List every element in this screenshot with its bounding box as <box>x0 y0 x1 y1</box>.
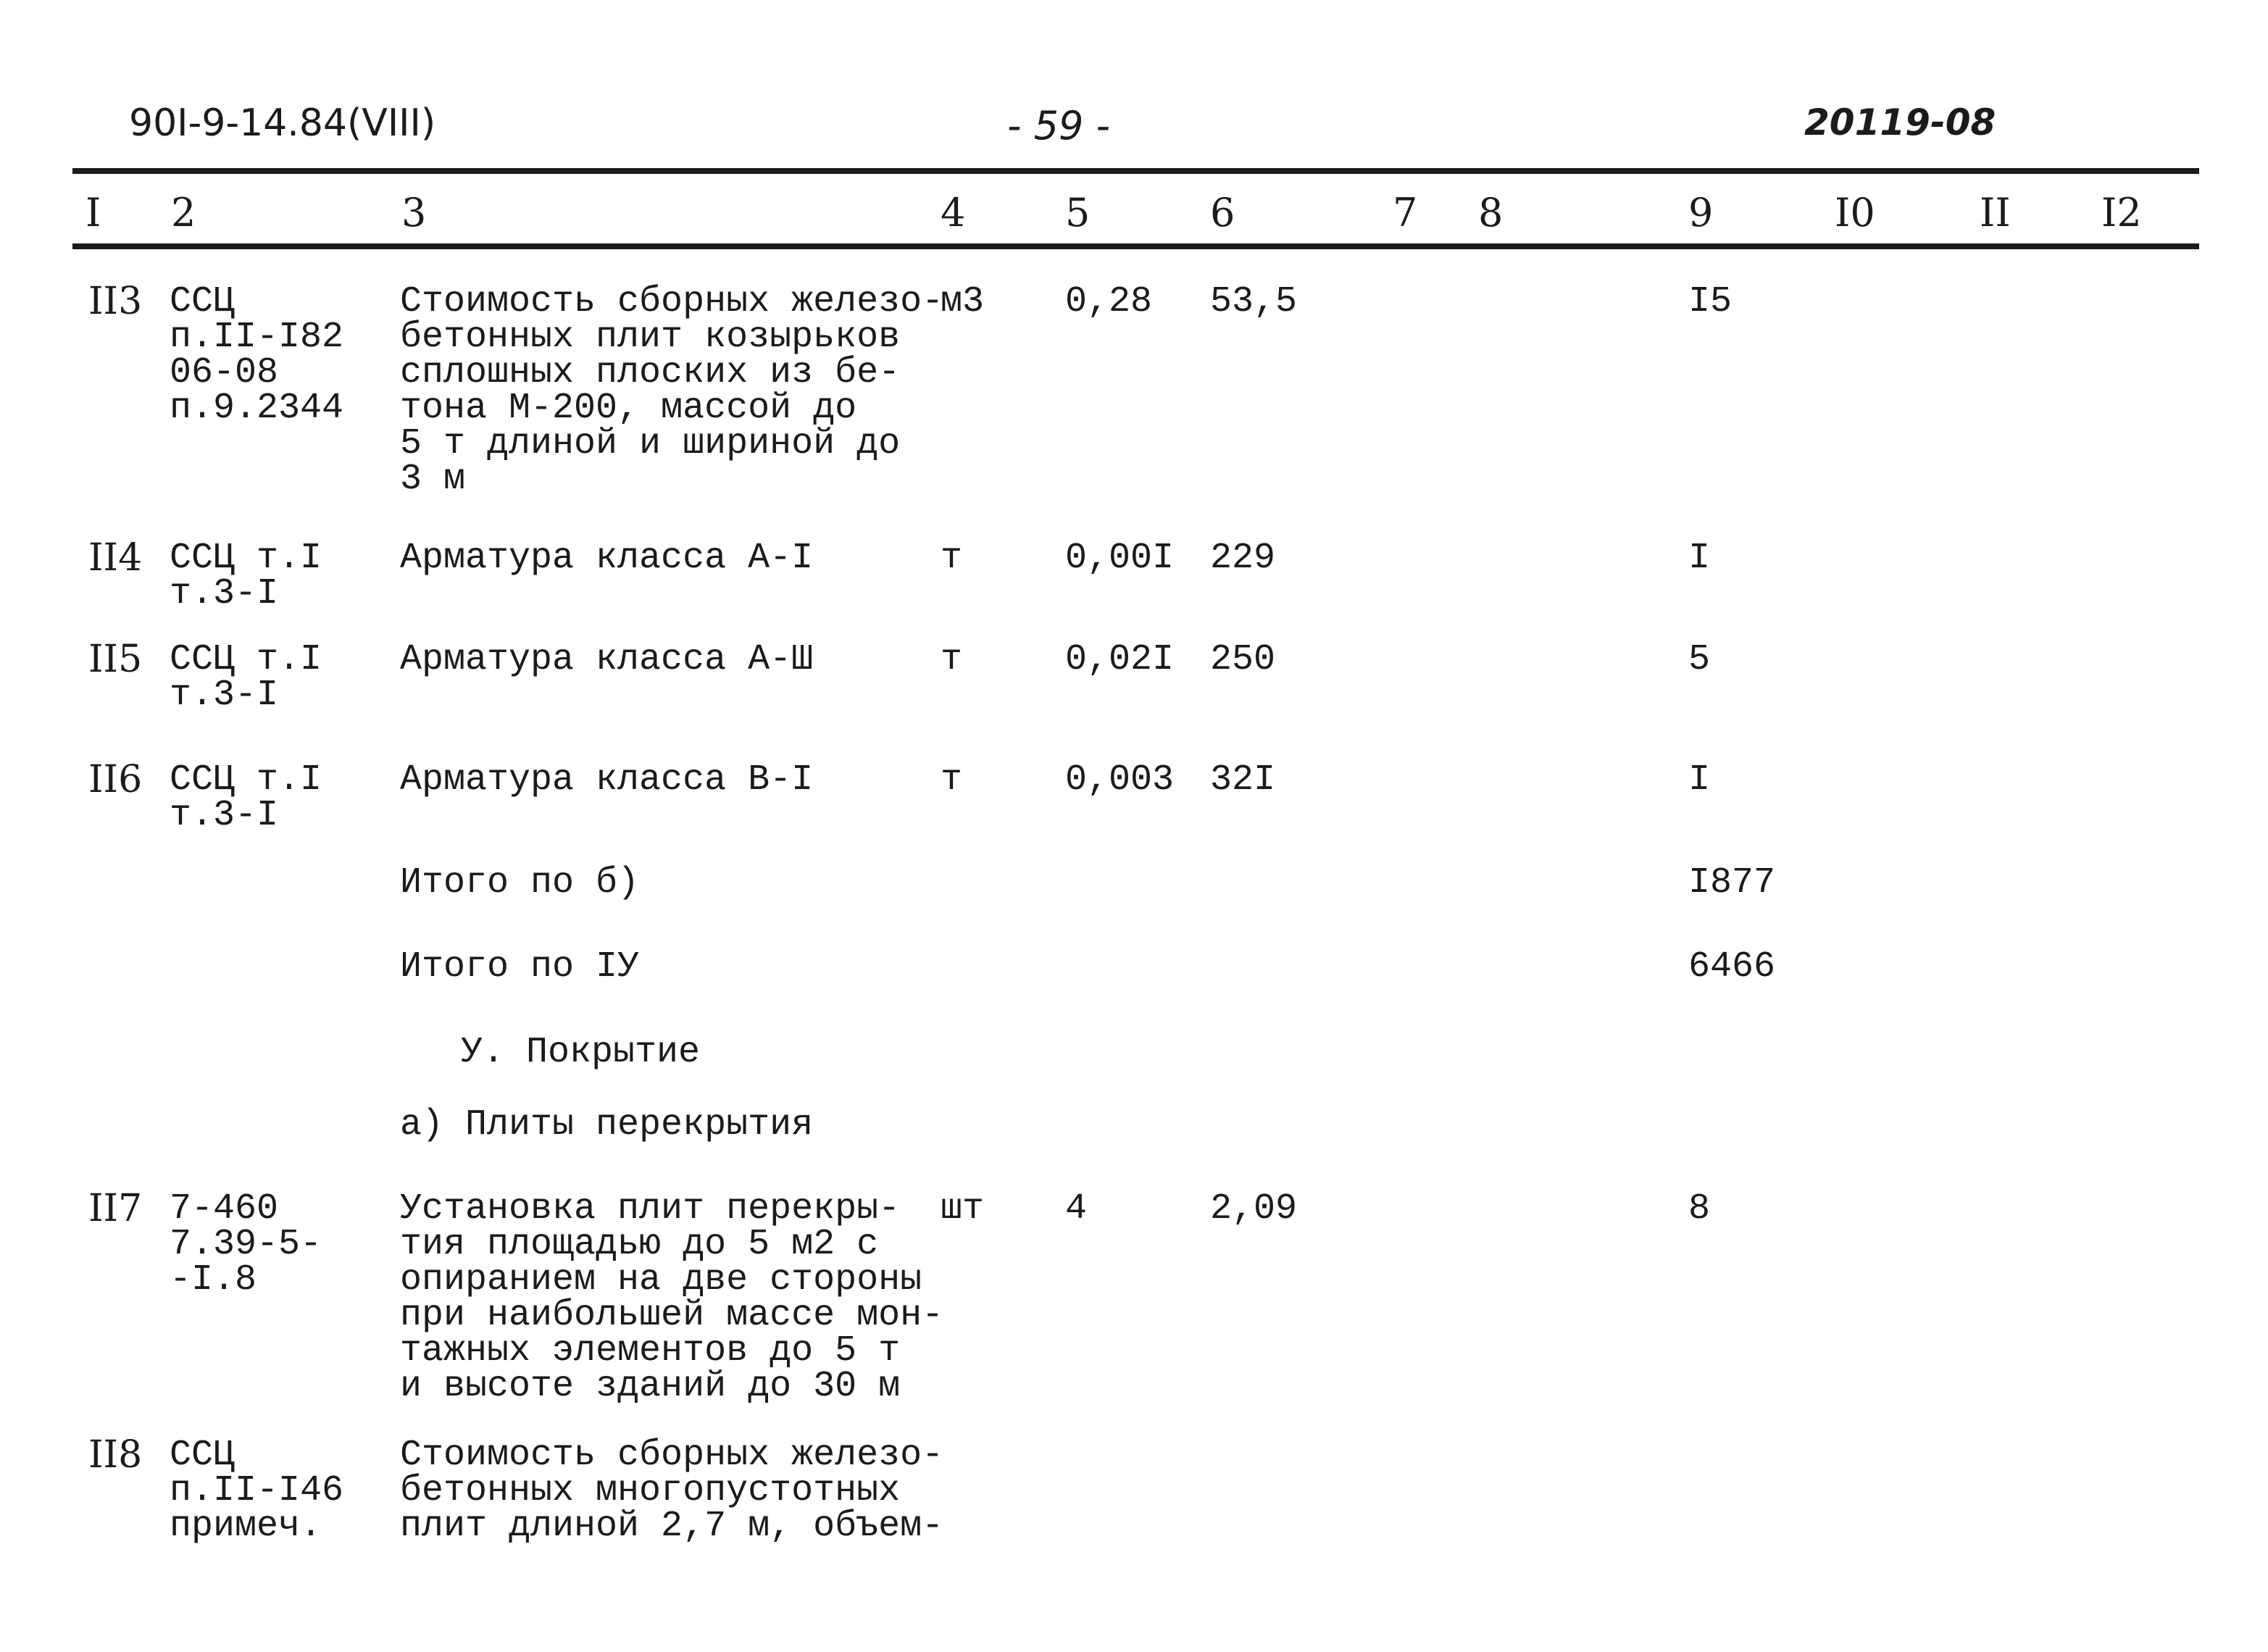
document-code: 90I-9-14.84(VIII) <box>129 101 436 145</box>
item-description: Установка плит перекры- тия площадью до 5 м2 с опиранием на две стороны при наибольшей массе мон- тажных элементов до 5 т и высоте зданий до 30 м <box>400 1188 944 1407</box>
header-rule-bottom <box>72 243 2199 249</box>
unit: шт <box>941 1188 985 1230</box>
unit-price: 2,09 <box>1210 1188 1298 1230</box>
column-number: 3 <box>401 190 427 235</box>
total-cost: I <box>1688 538 1711 579</box>
item-number: II4 <box>88 536 143 580</box>
column-number: 8 <box>1478 190 1504 235</box>
item-description: Арматура класса А-I <box>400 538 814 579</box>
column-number: 7 <box>1393 190 1418 235</box>
column-number: 4 <box>941 190 966 235</box>
unit-price: 229 <box>1210 538 1276 579</box>
sheet-code: 20119-08 <box>1804 101 1996 143</box>
item-description: Стоимость сборных железо- бетонных многопустотных плит длиной 2,7 м, объем- <box>400 1435 944 1547</box>
column-number: I2 <box>2101 190 2142 235</box>
total-cost: I5 <box>1688 281 1733 322</box>
column-number: 9 <box>1688 190 1714 235</box>
column-number: I0 <box>1835 190 1875 235</box>
unit: м3 <box>941 281 985 322</box>
unit: т <box>941 538 963 579</box>
item-number: II8 <box>88 1433 143 1477</box>
quantity: 0,28 <box>1065 281 1153 322</box>
subtotal-label: Итого по IУ <box>400 946 640 988</box>
column-number: II <box>1980 190 2011 235</box>
price-reference: ССЦ п.II-I82 06-08 п.9.2344 <box>170 281 344 429</box>
column-number: 6 <box>1210 190 1235 235</box>
price-reference: 7-460 7.39-5- -I.8 <box>170 1188 322 1301</box>
unit-price: 53,5 <box>1210 281 1298 322</box>
section-heading: У. Покрытие <box>461 1032 701 1073</box>
quantity: 0,02I <box>1065 639 1175 680</box>
unit: т <box>941 759 963 801</box>
quantity: 0,003 <box>1065 759 1175 801</box>
unit-price: 250 <box>1210 639 1276 680</box>
page-number: - 59 - <box>1007 103 1111 149</box>
price-reference: ССЦ т.I т.3-I <box>170 538 322 614</box>
total-cost: 5 <box>1688 639 1711 680</box>
subtotal-value: 6466 <box>1688 946 1776 988</box>
column-number: I <box>86 190 101 235</box>
total-cost: 8 <box>1688 1188 1711 1230</box>
unit-price: 32I <box>1210 759 1276 801</box>
subtotal-value: I877 <box>1688 862 1776 904</box>
subsection-heading: а) Плиты перекрытия <box>400 1104 814 1146</box>
column-number: 5 <box>1065 190 1091 235</box>
item-description: Арматура класса В-I <box>400 759 814 801</box>
item-description: Стоимость сборных железо- бетонных плит козырьков сплошных плоских из бе- тона М-200, массой до 5 т длиной и шириной до 3 м <box>400 281 944 500</box>
item-number: II3 <box>88 280 143 323</box>
price-reference: ССЦ т.I т.3-I <box>170 759 322 836</box>
total-cost: I <box>1688 759 1711 801</box>
price-reference: ССЦ п.II-I46 примеч. <box>170 1435 344 1547</box>
column-number: 2 <box>171 190 196 235</box>
item-number: II7 <box>88 1187 143 1230</box>
header-rule-top <box>72 168 2199 174</box>
subtotal-label: Итого по б) <box>400 862 640 904</box>
item-number: II5 <box>88 638 143 681</box>
item-number: II6 <box>88 758 143 801</box>
quantity: 4 <box>1065 1188 1088 1230</box>
unit: т <box>941 639 963 680</box>
quantity: 0,00I <box>1065 538 1175 579</box>
price-reference: ССЦ т.I т.3-I <box>170 639 322 716</box>
item-description: Арматура класса А-Ш <box>400 639 814 680</box>
